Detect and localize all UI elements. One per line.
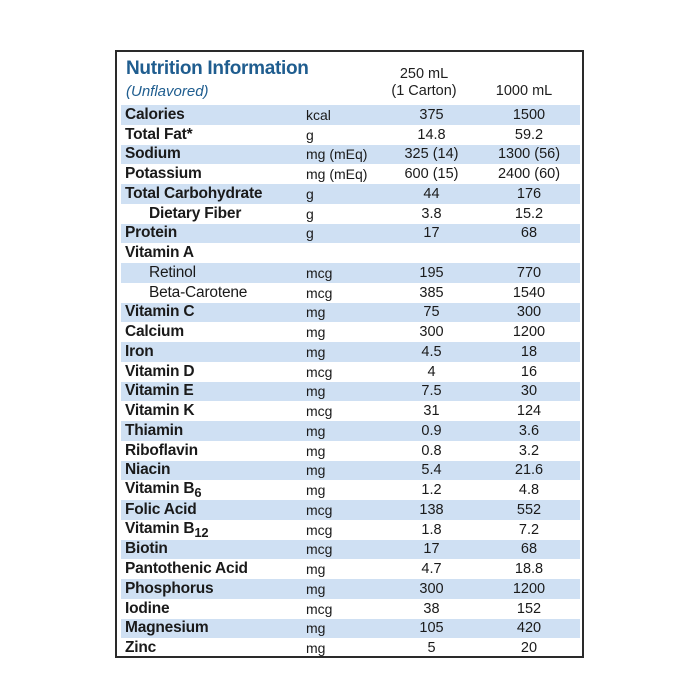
value-1000ml: 176 bbox=[516, 185, 542, 202]
value-250ml: 5.4 bbox=[421, 462, 442, 479]
value-250ml: 1.2 bbox=[421, 482, 442, 499]
table-row bbox=[121, 540, 580, 560]
value-250ml: 300 bbox=[419, 324, 444, 341]
value-1000ml: 2400 (60) bbox=[497, 166, 561, 183]
table-row bbox=[121, 500, 580, 520]
column-header-1000ml: 1000 mL bbox=[495, 83, 553, 99]
value-1000ml: 3.6 bbox=[518, 422, 540, 439]
table-row bbox=[121, 204, 580, 224]
value-1000ml: 1540 bbox=[512, 284, 546, 301]
value-1000ml: 1200 bbox=[512, 324, 546, 341]
value-1000ml: 68 bbox=[520, 541, 538, 558]
value-1000ml: 30 bbox=[520, 383, 538, 400]
nutrient-unit: mg bbox=[306, 442, 326, 459]
table-row bbox=[121, 263, 580, 283]
nutrient-name: Protein bbox=[125, 224, 177, 242]
value-250ml: 385 bbox=[419, 284, 444, 301]
value-1000ml: 1500 bbox=[512, 106, 546, 123]
nutrient-name: Niacin bbox=[125, 461, 171, 479]
nutrient-name: Zinc bbox=[125, 639, 157, 657]
table-row bbox=[121, 125, 580, 145]
nutrient-unit: g bbox=[306, 225, 314, 242]
table-row bbox=[121, 243, 580, 263]
panel-subtitle: (Unflavored) bbox=[126, 83, 209, 100]
nutrient-unit: mg bbox=[306, 640, 326, 657]
table-row bbox=[121, 401, 580, 421]
value-1000ml: 59.2 bbox=[514, 126, 544, 143]
nutrient-name: Vitamin A bbox=[125, 244, 194, 262]
nutrient-name: Magnesium bbox=[125, 619, 209, 637]
nutrient-unit: g bbox=[306, 205, 314, 222]
nutrient-name: Iodine bbox=[125, 599, 170, 617]
value-1000ml: 15.2 bbox=[514, 205, 544, 222]
nutrient-unit: g bbox=[306, 126, 314, 143]
table-row bbox=[121, 638, 580, 658]
nutrient-unit: mg bbox=[306, 482, 326, 499]
table-row bbox=[121, 599, 580, 619]
nutrient-unit: g bbox=[306, 185, 314, 202]
table-row bbox=[121, 619, 580, 639]
value-250ml: 5 bbox=[427, 640, 436, 657]
nutrient-name: Vitamin C bbox=[125, 303, 195, 321]
value-1000ml: 68 bbox=[520, 225, 538, 242]
nutrient-name: Beta-Carotene bbox=[149, 283, 248, 301]
value-1000ml: 300 bbox=[516, 304, 542, 321]
nutrient-name: Folic Acid bbox=[125, 500, 197, 518]
nutrient-unit: mg bbox=[306, 383, 326, 400]
table-row bbox=[121, 461, 580, 481]
nutrient-unit: mcg bbox=[306, 264, 333, 281]
nutrient-unit: mcg bbox=[306, 363, 333, 380]
nutrient-name: Vitamin E bbox=[125, 382, 194, 400]
nutrient-name: Total Carbohydrate bbox=[125, 184, 263, 202]
nutrient-unit: mcg bbox=[306, 403, 333, 420]
value-1000ml: 18.8 bbox=[514, 561, 544, 578]
nutrient-unit: mcg bbox=[306, 284, 333, 301]
value-250ml: 300 bbox=[419, 580, 444, 597]
nutrient-name: Dietary Fiber bbox=[149, 204, 242, 222]
value-1000ml: 7.2 bbox=[518, 521, 540, 538]
value-1000ml: 1200 bbox=[512, 580, 546, 597]
column-header-250ml-volume: 250 mL bbox=[399, 66, 449, 82]
nutrient-unit: mg bbox=[306, 324, 326, 341]
value-250ml: 0.9 bbox=[421, 422, 442, 439]
value-1000ml: 3.2 bbox=[518, 442, 540, 459]
nutrient-name: Thiamin bbox=[125, 421, 184, 439]
nutrient-name-subscript: 12 bbox=[194, 524, 209, 540]
table-row bbox=[121, 342, 580, 362]
value-250ml: 44 bbox=[423, 185, 440, 202]
nutrient-unit: mg bbox=[306, 462, 326, 479]
nutrition-panel bbox=[115, 50, 584, 658]
value-250ml: 375 bbox=[419, 106, 444, 123]
nutrient-name bbox=[121, 480, 306, 500]
nutrient-name: Calories bbox=[125, 105, 185, 123]
value-1000ml: 152 bbox=[516, 600, 542, 617]
value-250ml: 75 bbox=[423, 304, 440, 321]
value-250ml: 0.8 bbox=[421, 442, 442, 459]
nutrient-name: Retinol bbox=[149, 263, 196, 281]
value-1000ml: 1300 (56) bbox=[497, 146, 561, 163]
value-1000ml: 124 bbox=[516, 403, 542, 420]
nutrient-unit: mg bbox=[306, 561, 326, 578]
nutrient-name-text: Vitamin B bbox=[125, 519, 195, 537]
value-250ml: 138 bbox=[419, 501, 444, 518]
nutrient-unit: mg bbox=[306, 422, 326, 439]
value-250ml: 14.8 bbox=[417, 126, 446, 143]
table-row bbox=[121, 145, 580, 165]
nutrient-name: Vitamin D bbox=[125, 362, 195, 380]
nutrient-rows bbox=[121, 105, 580, 658]
nutrient-name-text: Vitamin B bbox=[125, 480, 195, 498]
table-row bbox=[121, 559, 580, 579]
value-250ml: 17 bbox=[423, 225, 440, 242]
nutrient-name: Riboflavin bbox=[125, 441, 198, 459]
nutrient-unit: mcg bbox=[306, 521, 333, 538]
value-250ml: 105 bbox=[419, 620, 444, 637]
table-row bbox=[121, 480, 580, 500]
table-row bbox=[121, 303, 580, 323]
table-row bbox=[121, 322, 580, 342]
table-row bbox=[121, 441, 580, 461]
value-1000ml: 4.8 bbox=[518, 482, 540, 499]
value-250ml: 4 bbox=[427, 363, 436, 380]
table-row bbox=[121, 520, 580, 540]
table-row bbox=[121, 283, 580, 303]
nutrient-name: Iron bbox=[125, 342, 154, 360]
nutrient-unit: mcg bbox=[306, 541, 333, 558]
table-row bbox=[121, 362, 580, 382]
value-1000ml: 20 bbox=[520, 640, 538, 657]
value-250ml: 38 bbox=[423, 600, 440, 617]
value-250ml: 7.5 bbox=[421, 383, 442, 400]
nutrient-unit: mg (mEq) bbox=[306, 166, 368, 183]
nutrient-unit: kcal bbox=[306, 106, 331, 123]
nutrient-name: Total Fat* bbox=[125, 125, 193, 143]
value-250ml: 17 bbox=[423, 541, 440, 558]
column-header-250ml bbox=[379, 66, 469, 100]
nutrient-name: Vitamin K bbox=[125, 402, 195, 420]
nutrient-name: Calcium bbox=[125, 323, 184, 341]
panel-title: Nutrition Information bbox=[126, 58, 309, 79]
value-250ml: 325 (14) bbox=[404, 146, 459, 163]
nutrient-unit: mcg bbox=[306, 600, 333, 617]
table-row bbox=[121, 579, 580, 599]
value-1000ml: 16 bbox=[520, 363, 538, 380]
value-250ml: 31 bbox=[423, 403, 440, 420]
column-header-250ml-carton: (1 Carton) bbox=[391, 83, 457, 99]
table-row bbox=[121, 224, 580, 244]
nutrient-unit: mg bbox=[306, 580, 326, 597]
nutrient-name bbox=[121, 520, 306, 540]
nutrient-unit: mg (mEq) bbox=[306, 146, 368, 163]
value-250ml: 4.5 bbox=[421, 343, 442, 360]
nutrient-unit: mcg bbox=[306, 501, 333, 518]
nutrient-name: Potassium bbox=[125, 165, 202, 183]
value-250ml: 3.8 bbox=[421, 205, 442, 222]
value-250ml: 600 (15) bbox=[404, 166, 459, 183]
nutrient-unit: mg bbox=[306, 304, 326, 321]
value-1000ml: 552 bbox=[516, 501, 542, 518]
value-250ml: 1.8 bbox=[421, 521, 442, 538]
value-250ml: 4.7 bbox=[421, 561, 442, 578]
nutrient-name: Phosphorus bbox=[125, 579, 214, 597]
nutrient-unit: mg bbox=[306, 620, 326, 637]
table-row bbox=[121, 421, 580, 441]
nutrient-name: Biotin bbox=[125, 540, 168, 558]
nutrient-name: Pantothenic Acid bbox=[125, 560, 248, 578]
value-250ml: 195 bbox=[419, 264, 444, 281]
table-row bbox=[121, 105, 580, 125]
nutrient-name-subscript: 6 bbox=[194, 485, 202, 501]
nutrient-name: Sodium bbox=[125, 145, 181, 163]
nutrient-unit: mg bbox=[306, 343, 326, 360]
value-1000ml: 18 bbox=[520, 343, 538, 360]
value-1000ml: 21.6 bbox=[514, 462, 544, 479]
table-row bbox=[121, 382, 580, 402]
table-row bbox=[121, 164, 580, 184]
table-row bbox=[121, 184, 580, 204]
value-1000ml: 420 bbox=[516, 620, 542, 637]
value-1000ml: 770 bbox=[516, 264, 542, 281]
